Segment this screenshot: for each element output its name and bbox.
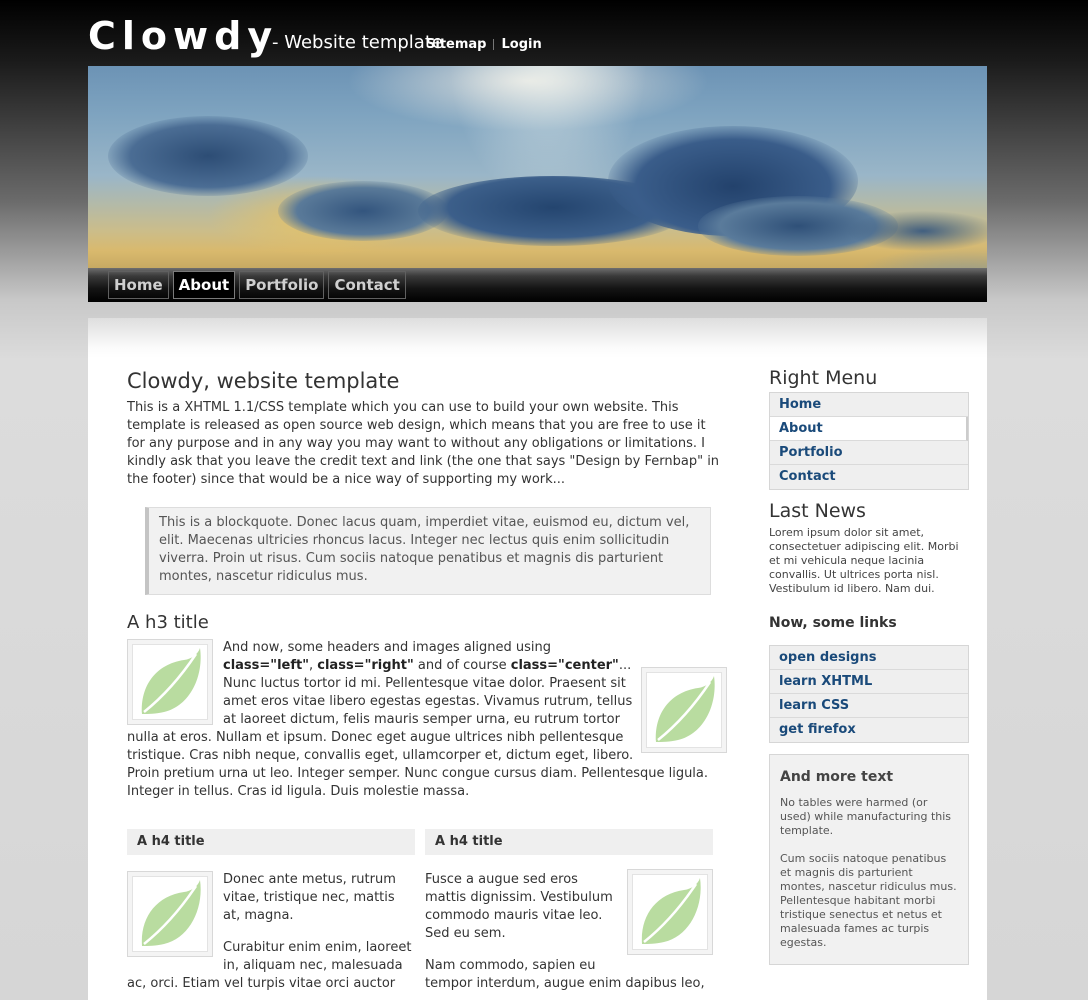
- thumbnail-right: [641, 667, 727, 753]
- more-text-paragraph: No tables were harmed (or used) while manufacturing this template.: [780, 796, 952, 837]
- column-right: [425, 829, 713, 993]
- aligned-images-paragraph: [127, 639, 727, 801]
- sitemap-link[interactable]: Sitemap: [426, 37, 487, 52]
- nav-tab-contact[interactable]: Contact: [328, 271, 405, 299]
- main-content: [127, 366, 727, 801]
- flow-lead: And now, some headers and images aligned using: [223, 640, 551, 655]
- column-paragraph: Nam commodo, sapien eu tempor interdum, augue enim dapibus leo,: [425, 958, 705, 991]
- thumbnail-left: [127, 639, 213, 725]
- leaf-icon: [134, 878, 206, 950]
- flow-sep: ,: [309, 658, 318, 673]
- nav-tab-about[interactable]: About: [173, 271, 236, 299]
- link-learn-xhtml[interactable]: learn XHTML: [770, 670, 968, 694]
- page-title: Clowdy, website template: [127, 369, 400, 393]
- link-get-firefox[interactable]: get firefox: [770, 718, 968, 742]
- column-left: [127, 829, 415, 993]
- column-paragraph: Fusce a augue sed eros mattis dignissim. Vestibulum commodo mauris vitae leo. Sed eu sem.: [425, 872, 613, 941]
- right-menu-item-about[interactable]: About: [770, 417, 968, 441]
- link-learn-css[interactable]: learn CSS: [770, 694, 968, 718]
- flow-mid: and of course: [413, 658, 511, 673]
- column-paragraph: Curabitur enim enim, laoreet in, aliquam nec, malesuada ac, orci. Etiam vel turpis vitae orci auctor: [127, 940, 412, 991]
- right-menu: [769, 392, 969, 490]
- more-text-paragraph: Cum sociis natoque penatibus et magnis dis parturient montes, nascetur ridiculus mus. Pellentesque habitant morbi tristique senectus et netus et malesuada fames ac turpis egestas.: [780, 852, 957, 949]
- more-text-box: [769, 754, 969, 965]
- site-subtitle: - Website template: [272, 32, 443, 53]
- right-menu-item-contact[interactable]: Contact: [770, 465, 968, 489]
- code-left: class="left": [223, 658, 309, 673]
- thumbnail-right: [627, 869, 713, 955]
- h3-title: A h3 title: [127, 612, 209, 633]
- more-text-title: And more text: [780, 769, 894, 785]
- top-links: [426, 37, 542, 52]
- leaf-icon: [134, 646, 206, 718]
- thumbnail-left: [127, 871, 213, 957]
- blockquote: This is a blockquote. Donec lacus quam, imperdiet vitae, euismod eu, dictum vel, elit. Maecenas ultricies rhoncus lacus. Integer nec lectus quis enim sollicitudin viverra. Proin ut risus. Cum sociis natoque penatibus et magnis dis parturient montes, nascetur ridiculus mus.: [145, 507, 711, 595]
- nav-tab-home[interactable]: Home: [108, 271, 169, 299]
- code-center: class="center": [510, 658, 619, 673]
- right-menu-item-home[interactable]: Home: [770, 393, 968, 417]
- h4-title: A h4 title: [127, 829, 415, 855]
- h4-title: A h4 title: [425, 829, 713, 855]
- toplinks-divider: [493, 39, 494, 50]
- intro-paragraph: This is a XHTML 1.1/CSS template which you can use to build your own website. This template is released as open source web design, which means that you are free to use it for any purpose and in any way you may want to without any obligations or limitations. I kindly ask that you leave the credit text and link (the one that says "Design by Fernbap" in the footer) since that would be a nice way of supporting my work...: [127, 400, 720, 487]
- right-menu-item-portfolio[interactable]: Portfolio: [770, 441, 968, 465]
- site-title: Clowdy: [88, 14, 279, 58]
- cloud: [848, 211, 987, 251]
- sidebar: [769, 366, 969, 965]
- code-right: class="right": [317, 658, 414, 673]
- leaf-icon: [634, 876, 706, 948]
- last-news-text: Lorem ipsum dolor sit amet, consectetuer adipiscing elit. Morbi et mi vehicula neque lacinia convallis. Ut ultrices porta nisl. Vestibulum id libero. Nam dui.: [769, 526, 959, 595]
- main-nav: [88, 268, 987, 302]
- login-link[interactable]: Login: [501, 37, 542, 52]
- flow-rest: ... Nunc luctus tortor id mi. Pellentesque vitae dolor. Praesent sit amet eros vitae libero egestas egestas. Vivamus rutrum, tellus at laoreet dictum, felis mauris semper urna, eu rutrum tortor nulla at eros. Nullam et ipsum. Donec eget augue ultrices nibh pellentesque tristique. Cras nibh neque, convallis eget, ullamcorper et, dictum eget, libero. Proin pretium urna ut leo. Integer semper. Nunc congue cursus diam. Pellentesque ligula. Integer in tellus. Cras id ligula. Duis molestie massa.: [127, 658, 709, 799]
- cloud: [108, 116, 308, 196]
- nav-tab-portfolio[interactable]: Portfolio: [239, 271, 324, 299]
- links-title: Now, some links: [769, 615, 897, 631]
- header-banner-image: [88, 66, 987, 268]
- last-news-title: Last News: [769, 500, 866, 522]
- link-open-designs[interactable]: open designs: [770, 646, 968, 670]
- links-list: [769, 645, 969, 743]
- column-paragraph: Donec ante metus, rutrum vitae, tristique nec, mattis at, magna.: [223, 872, 396, 923]
- right-menu-title: Right Menu: [769, 367, 878, 389]
- leaf-icon: [648, 674, 720, 746]
